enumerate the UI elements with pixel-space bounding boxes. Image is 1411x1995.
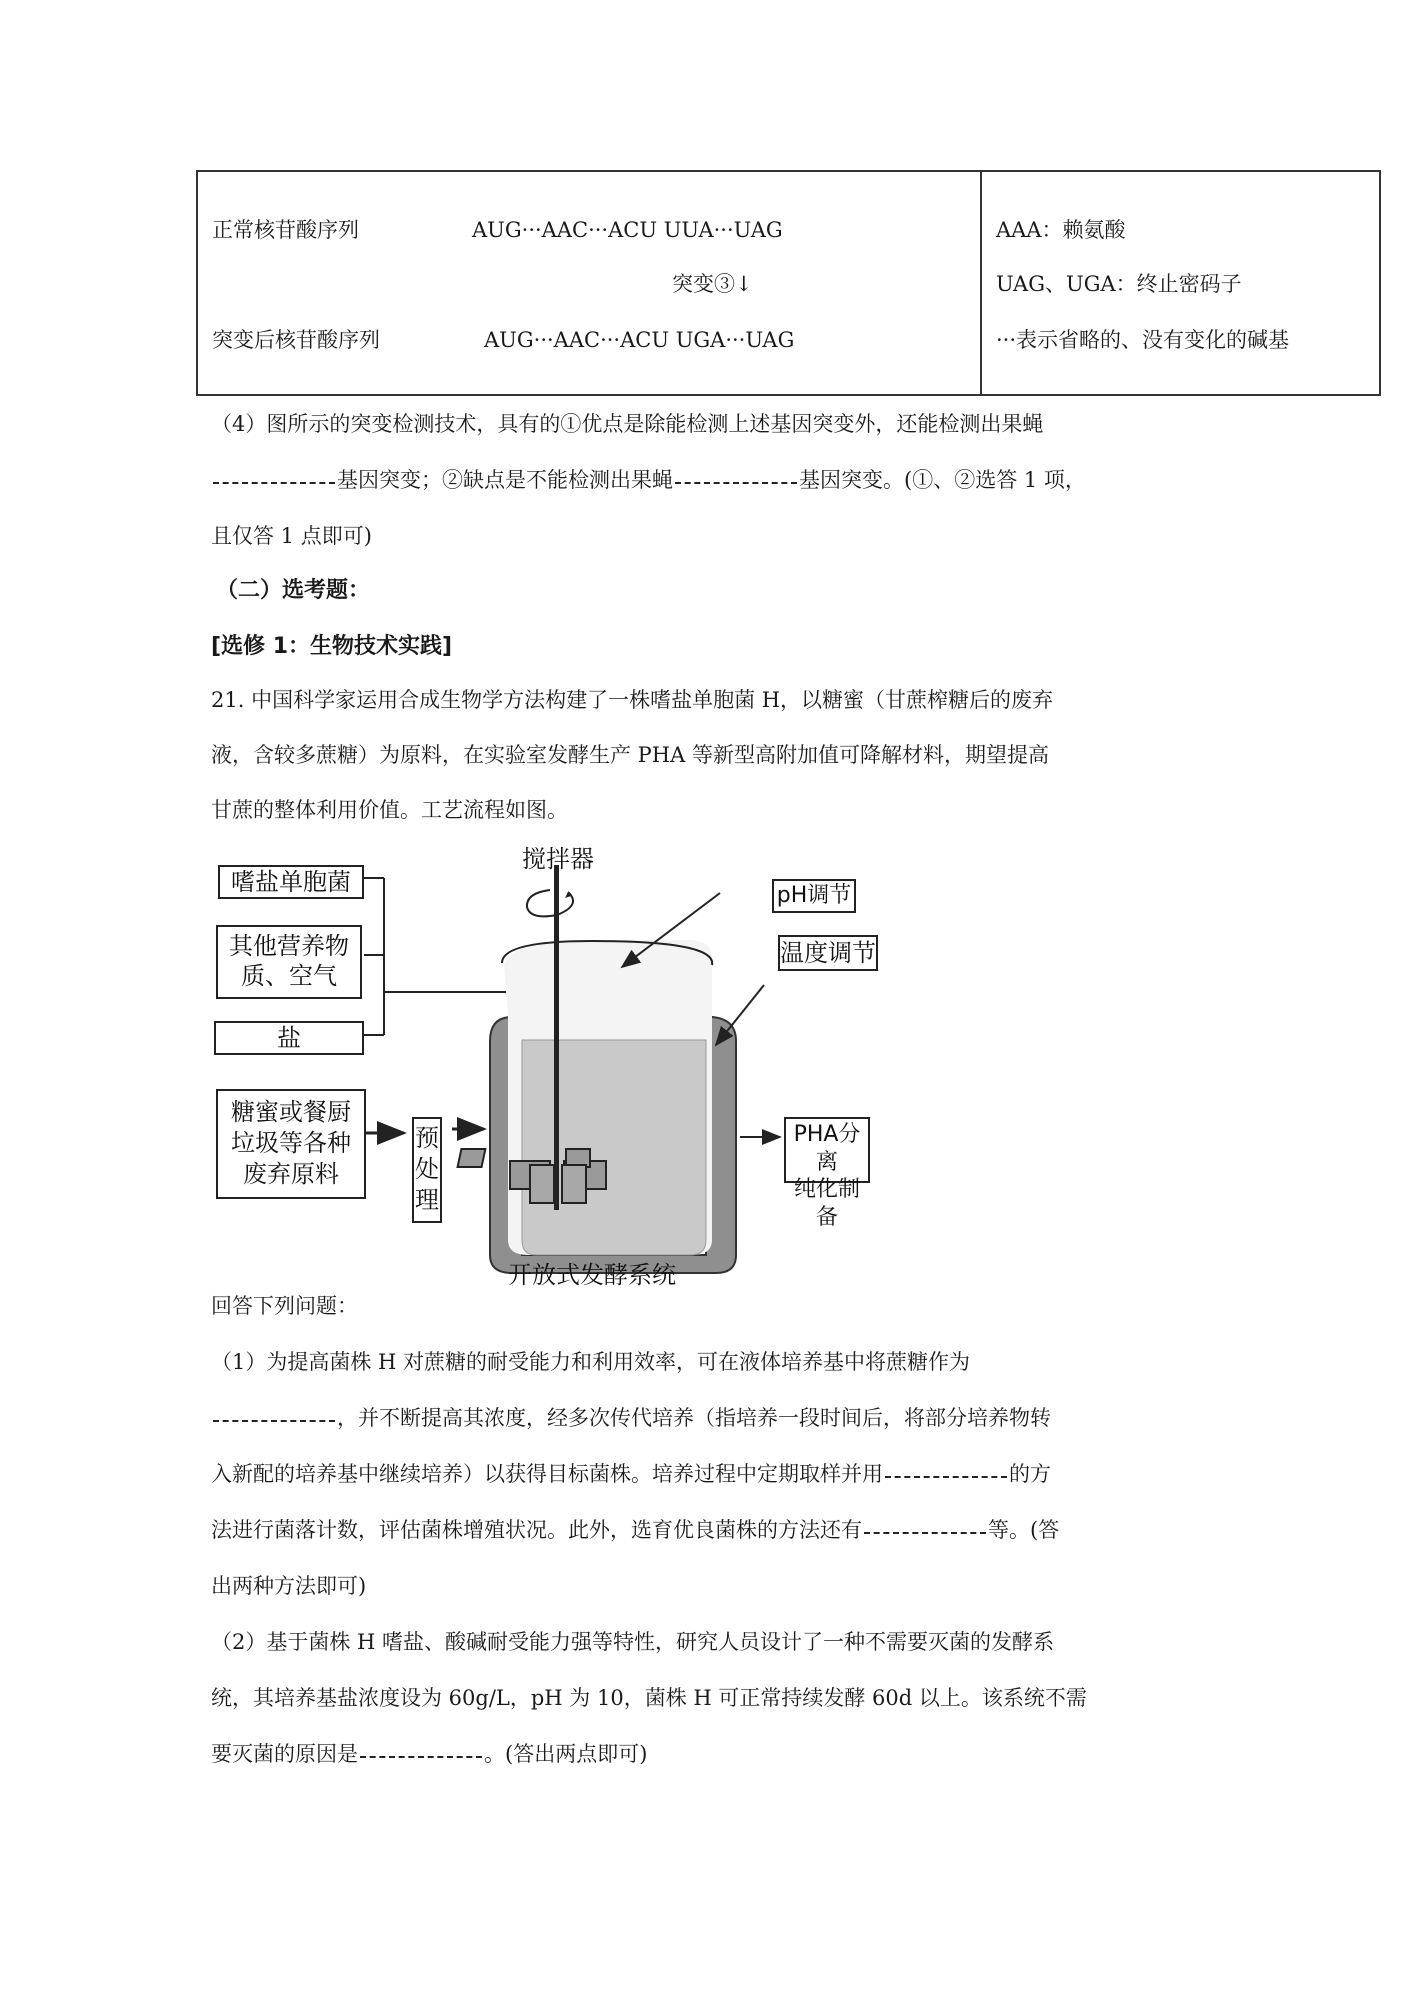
- elective-heading: [选修 1：生物技术实践]: [211, 634, 453, 659]
- codon-table: [196, 170, 1381, 396]
- raw-material-box: [216, 1089, 366, 1199]
- normal-sequence: AUG···AAC···ACU UUA···UAG: [472, 218, 783, 242]
- q4-line1: （4）图所示的突变检测技术，具有的①优点是除能检测上述基因突变外，还能检测出果蝇: [211, 412, 1044, 436]
- stirrer-label: 搅拌器: [522, 845, 594, 873]
- legend-lysine: AAA：赖氨酸: [996, 218, 1126, 242]
- answer-blank[interactable]: [213, 482, 335, 484]
- legend-stop-codon: UAG、UGA：终止密码子: [996, 272, 1242, 296]
- q4-line2-text-b: 基因突变。(①、②选答 1 项，: [799, 468, 1086, 492]
- fermentation-diagram: [212, 845, 892, 1289]
- pha-output-box: [784, 1117, 870, 1230]
- answer-blank[interactable]: [360, 1756, 482, 1758]
- input-nutrients-line1: 其他营养物: [229, 932, 349, 960]
- input-box-halomonas: 嗜盐单胞菌: [218, 865, 364, 899]
- q1-line1: （1）为提高菌株 H 对蔗糖的耐受能力和利用效率，可在液体培养基中将蔗糖作为: [211, 1350, 971, 1374]
- pretreatment-box: [412, 1117, 442, 1223]
- q1-line4-text-a: 法进行菌落计数，评估菌株增殖状况。此外，选育优良菌株的方法还有: [211, 1518, 862, 1542]
- pretreat-char-3: 理: [415, 1186, 439, 1215]
- pretreat-char-1: 预: [415, 1124, 439, 1152]
- mutation-arrow-label: 突变③↓: [672, 272, 753, 296]
- q2-line3: [211, 1744, 1191, 1765]
- output-line2: 纯化制备: [793, 1177, 860, 1230]
- q1-line2: [211, 1408, 1191, 1429]
- mutant-sequence-label: 突变后核苷酸序列: [212, 328, 380, 352]
- q21-intro-line1: 21. 中国科学家运用合成生物学方法构建了一株嗜盐单胞菌 H，以糖蜜（甘蔗榨糖后的废弃: [211, 688, 1054, 712]
- input-box-nutrients: [216, 925, 362, 999]
- q2-line3-text-a: 要灭菌的原因是: [211, 1742, 358, 1766]
- q2-line3-text-b: 。(答出两点即可): [484, 1742, 648, 1766]
- questions-prompt: 回答下列问题：: [211, 1294, 358, 1318]
- q4-line2: [211, 470, 1191, 491]
- answer-blank[interactable]: [675, 482, 797, 484]
- q1-line3-text-b: 的方: [1009, 1462, 1051, 1486]
- pretreat-char-2: 处: [415, 1155, 439, 1184]
- output-line1: PHA分离: [793, 1122, 861, 1175]
- temperature-control-box: 温度调节: [778, 935, 878, 971]
- raw-line2: 垃圾等各种: [231, 1129, 351, 1158]
- answer-blank[interactable]: [885, 1476, 1007, 1478]
- q1-line4-text-b: 等。(答: [988, 1518, 1060, 1542]
- q21-intro-line3: 甘蔗的整体利用价值。工艺流程如图。: [211, 798, 568, 822]
- mutant-sequence: AUG···AAC···ACU UGA···UAG: [484, 328, 795, 352]
- diagram-caption: 开放式发酵系统: [508, 1261, 676, 1289]
- q1-line2-text: ，并不断提高其浓度，经多次传代培养（指培养一段时间后，将部分培养物转: [337, 1406, 1051, 1430]
- raw-line1: 糖蜜或餐厨: [231, 1098, 351, 1126]
- input-nutrients-line2: 质、空气: [241, 962, 337, 990]
- q21-intro-line2: 液，含较多蔗糖）为原料，在实验室发酵生产 PHA 等新型高附加值可降解材料，期望提高: [211, 743, 1049, 767]
- normal-sequence-label: 正常核苷酸序列: [212, 218, 359, 242]
- raw-line3: 废弃原料: [243, 1160, 339, 1189]
- q2-line1: （2）基于菌株 H 嗜盐、酸碱耐受能力强等特性，研究人员设计了一种不需要灭菌的发酵系: [211, 1630, 1055, 1654]
- q2-line2: 统，其培养基盐浓度设为 60g/L，pH 为 10，菌株 H 可正常持续发酵 60d 以上。该系统不需: [211, 1686, 1087, 1710]
- q1-line4: [211, 1520, 1191, 1541]
- input-box-salt: 盐: [214, 1021, 364, 1055]
- q4-line2-text-a: 基因突变；②缺点是不能检测出果蝇: [337, 468, 673, 492]
- table-divider: [980, 172, 982, 394]
- q1-line3: [211, 1464, 1191, 1485]
- answer-blank[interactable]: [864, 1532, 986, 1534]
- q4-line3: 且仅答 1 点即可): [211, 524, 372, 548]
- ph-control-box: pH调节: [772, 879, 856, 913]
- q1-line5: 出两种方法即可): [211, 1574, 367, 1598]
- legend-ellipsis: ···表示省略的、没有变化的碱基: [996, 328, 1290, 352]
- answer-blank[interactable]: [213, 1420, 335, 1422]
- section-heading: （二）选考题：: [216, 578, 371, 603]
- q1-line3-text-a: 入新配的培养基中继续培养）以获得目标菌株。培养过程中定期取样并用: [211, 1462, 883, 1486]
